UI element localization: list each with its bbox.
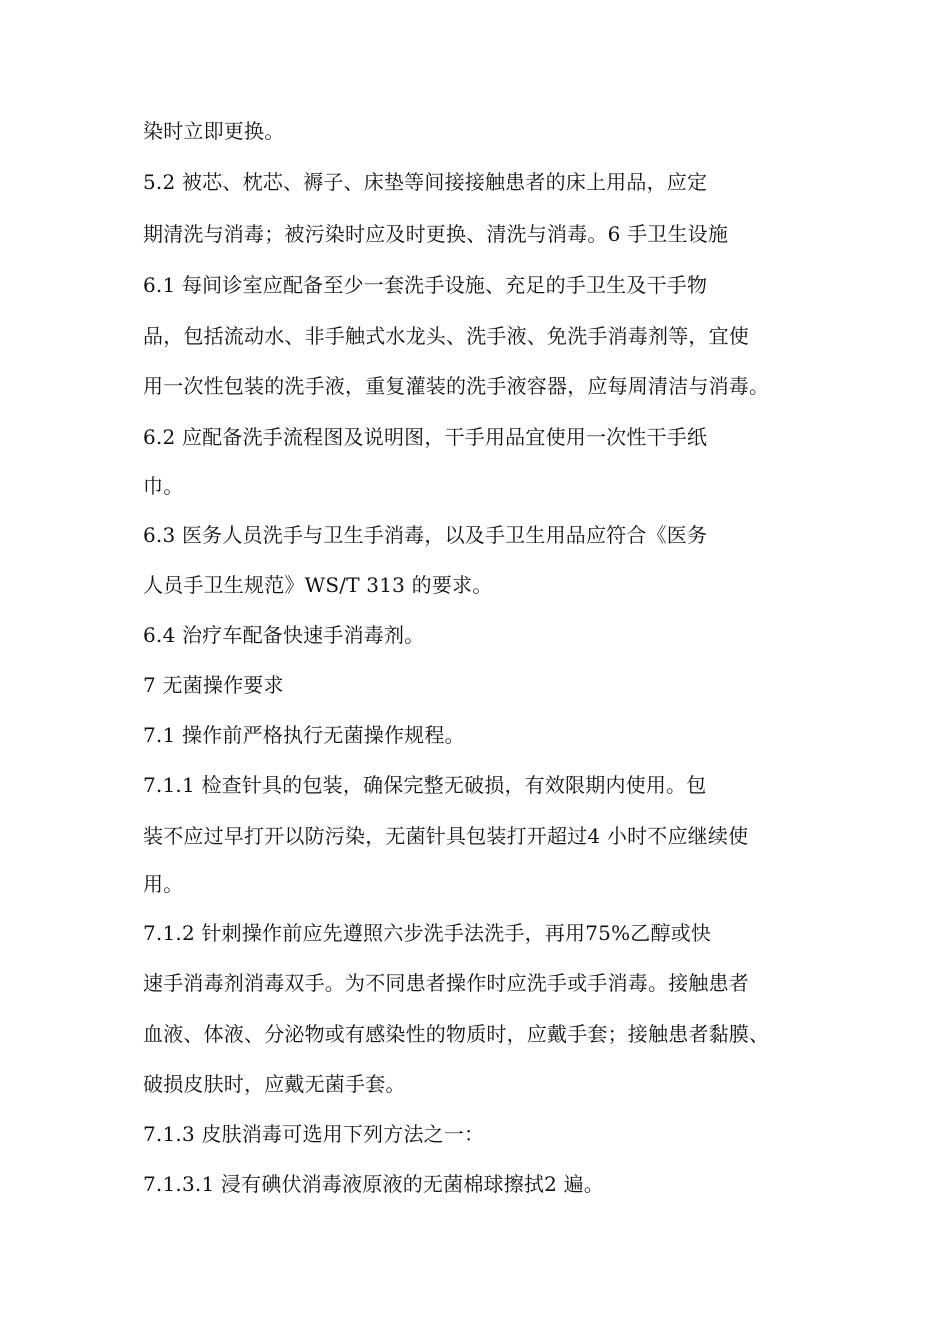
text-line: 装不应过早打开以防污染，无菌针具包装打开超过4 小时不应继续使 [143,824,749,848]
text-line: 血液、体液、分泌物或有感染性的物质时，应戴手套；接触患者黏膜、 [143,1022,770,1046]
section-heading: 7 无菌操作要求 [143,673,284,697]
text-line: 巾。 [143,474,184,498]
text-line: 期清洗与消毒；被污染时应及时更换、清洗与消毒。6 手卫生设施 [143,222,729,246]
text-line: 6.4 治疗车配备快速手消毒剂。 [143,623,425,647]
text-line: 6.2 应配备洗手流程图及说明图，干手用品宜使用一次性干手纸 [143,425,708,449]
text-line: 5.2 被芯、枕芯、褥子、床垫等间接接触患者的床上用品，应定 [143,170,708,194]
text-line: 速手消毒剂消毒双手。为不同患者操作时应洗手或手消毒。接触患者 [143,971,749,995]
text-line: 7.1.1 检查针具的包装，确保完整无破损，有效限期内使用。包 [143,773,707,797]
text-line: 用一次性包装的洗手液，重复灌装的洗手液容器，应每周清洁与消毒。 [143,374,770,398]
text-line: 6.3 医务人员洗手与卫生手消毒，以及手卫生用品应符合《医务 [143,523,708,547]
text-line: 6.1 每间诊室应配备至少一套洗手设施、充足的手卫生及干手物 [143,273,708,297]
text-line: 7.1.3.1 浸有碘伏消毒液原液的无菌棉球擦拭2 遍。 [143,1172,605,1196]
text-line: 染时立即更换。 [143,119,285,143]
text-line: 7.1.3 皮肤消毒可选用下列方法之一： [143,1122,485,1146]
text-line: 7.1 操作前严格执行无菌操作规程。 [143,723,465,747]
text-line: 品，包括流动水、非手触式水龙头、洗手液、免洗手消毒剂等，宜使 [143,324,749,348]
text-line: 人员手卫生规范》WS/T 313 的要求。 [143,573,493,597]
text-line: 破损皮肤时，应戴无菌手套。 [143,1072,406,1096]
text-line: 用。 [143,872,184,896]
text-line: 7.1.2 针刺操作前应先遵照六步洗手法洗手，再用75%乙醇或快 [143,921,712,945]
